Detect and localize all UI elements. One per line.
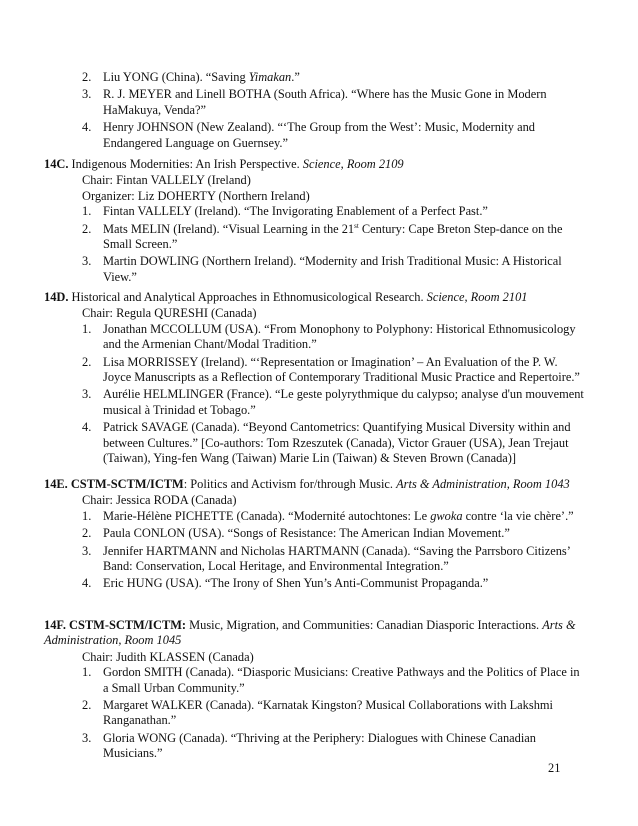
presentation-list xyxy=(44,204,584,285)
list-item: 3. Jennifer HARTMANN and Nicholas HARTMANN (Canada). “Saving the Parrsboro Citizens’ Band: Conservation, Local Heritage, and Environmental Integration.” xyxy=(82,543,570,574)
session-14e xyxy=(44,477,584,594)
list-item: 1. Gordon SMITH (Canada). “Diasporic Musicians: Creative Pathways and the Politics of Place in a Small Urban Community.” xyxy=(82,665,580,695)
list-item: 3. R. J. MEYER and Linell BOTHA (South Africa). “Where has the Music Gone in Modern HaMakuya, Venda?” xyxy=(82,87,547,117)
session-organizer: Organizer: Liz DOHERTY (Northern Ireland) xyxy=(82,188,310,203)
page-number: 21 xyxy=(548,761,561,775)
list-item: 3. Martin DOWLING (Northern Ireland). “Modernity and Irish Traditional Music: A Historical View.” xyxy=(82,254,562,284)
continued-session-list xyxy=(0,70,638,153)
session-heading: 14F. CSTM-SCTM/ICTM: Music, Migration, and Communities: Canadian Diasporic Interactions. Arts & Administration, Room 1045 xyxy=(44,618,576,648)
list-item: 1. Jonathan MCCOLLUM (USA). “From Monophony to Polyphony: Historical Ethnomusicology and the Armenian Chant/Modal Tradition.” xyxy=(82,321,576,352)
list-item: 1. Fintan VALLELY (Ireland). “The Invigorating Enablement of a Perfect Past.” xyxy=(82,204,488,219)
session-chair: Chair: Regula QURESHI (Canada) xyxy=(82,306,257,321)
session-chair: Chair: Judith KLASSEN (Canada) xyxy=(82,649,254,664)
list-item: 2. Paula CONLON (USA). “Songs of Resistance: The American Indian Movement.” xyxy=(82,526,510,541)
list-item: 4. Patrick SAVAGE (Canada). “Beyond Cantometrics: Quantifying Musical Diversity within and between Cultures.” [Co-authors: Tom Rzeszutek (Canada), Victor Grauer (USA), Jean Trejaut (Taiwan), Ying-fen Wang (Taiwan) Marie Lin (Taiwan) & Steven Brown (Canada)] xyxy=(82,420,571,466)
list-item: 4. Eric HUNG (USA). “The Irony of Shen Yun’s Anti-Communist Propaganda.” xyxy=(82,576,489,591)
session-14d xyxy=(44,290,584,468)
list-item: 2. Mats MELIN (Ireland). “Visual Learning in the 21st Century: Cape Breton Step-dance on the Small Screen.” xyxy=(82,221,563,252)
session-14f xyxy=(44,618,584,764)
presentation-list xyxy=(44,665,584,761)
list-item: 3. Gloria WONG (Canada). “Thriving at the Periphery: Dialogues with Chinese Canadian Musicians.” xyxy=(82,730,536,761)
presentation-list xyxy=(44,509,584,592)
session-heading: 14C. Indigenous Modernities: An Irish Perspective. Science, Room 2109 xyxy=(44,157,404,171)
session-heading: 14D. Historical and Analytical Approaches in Ethnomusicological Research. Science, Room 2101 xyxy=(44,290,528,304)
presentation-list xyxy=(44,322,584,467)
list-item: 4. Henry JOHNSON (New Zealand). “‘The Group from the West’: Music, Modernity and Endangered Language on Guernsey.” xyxy=(82,120,535,150)
list-item: 2. Liu YONG (China). “Saving Yimakan.” xyxy=(82,70,300,84)
session-heading: 14E. CSTM-SCTM/ICTM: Politics and Activism for/through Music. Arts & Administration, Room 1043 xyxy=(44,477,570,491)
list-item: 2. Margaret WALKER (Canada). “Karnatak Kingston? Musical Collaborations with Lakshmi Ranganathan.” xyxy=(82,698,553,728)
list-item: 2. Lisa MORRISSEY (Ireland). “‘Representation or Imagination’ – An Evaluation of the P. W. Joyce Manuscripts as a Reflection of Contemporary Traditional Music Practice and Repertoire.” xyxy=(82,354,580,385)
session-chair: Chair: Jessica RODA (Canada) xyxy=(82,493,237,508)
list-item: 1. Marie-Hélène PICHETTE (Canada). “Modernité autochtones: Le gwoka contre ‘la vie chère’.” xyxy=(82,508,574,523)
list-item: 3. Aurélie HELMLINGER (France). “Le geste polyrythmique du calypso; analyse d'un mouvement musical à Trinidad et Tobago.” xyxy=(82,387,584,417)
session-chair: Chair: Fintan VALLELY (Ireland) xyxy=(82,173,251,188)
session-14c xyxy=(44,157,584,287)
